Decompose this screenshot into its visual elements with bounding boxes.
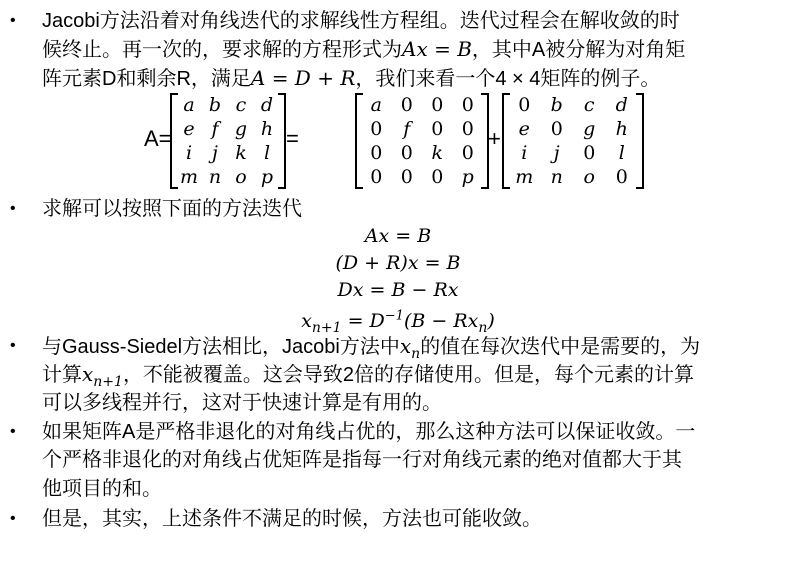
matrix-entry: m	[515, 166, 534, 188]
matrix-entry: c	[235, 94, 247, 116]
matrix-entry: 0	[431, 118, 444, 140]
matrix-entry: 0	[400, 142, 413, 164]
text: ，我们来看一个4 × 4矩阵的例子。	[355, 68, 661, 90]
matrix-entry: k	[235, 142, 247, 164]
matrix-entry: d	[615, 94, 628, 116]
p1-line1: Jacobi方法沿着对角线迭代的求解线性方程组。迭代过程会在解收敛的时	[42, 10, 680, 32]
p4-line2: 个严格非退化的对角线占优矩阵是指每一行对角线元素的绝对值都大于其	[42, 449, 682, 471]
matrix-entry: b	[208, 94, 222, 116]
subscript: n+1	[311, 320, 342, 337]
math: (B − Rx	[403, 310, 479, 333]
math: x	[82, 362, 94, 386]
matrix-r	[502, 93, 644, 189]
matrix-entry: i	[521, 142, 528, 164]
matrix-entry: a	[370, 94, 382, 116]
math: (D + R)x = B	[335, 252, 461, 274]
equation-2	[0, 250, 796, 276]
p4-line3: 他项目的和。	[42, 478, 162, 500]
matrix-entry: g	[583, 118, 596, 140]
math: A = D + R	[250, 66, 356, 90]
matrix-entry: l	[618, 142, 625, 164]
p3-line3: 可以多线程并行，这对于快速计算是有用的。	[42, 392, 442, 414]
matrix-entry: 0	[431, 94, 444, 116]
subscript: n	[411, 346, 421, 362]
matrix-entry: f	[211, 118, 219, 140]
matrix-entry: p	[260, 166, 274, 188]
matrix-entry: l	[263, 142, 271, 164]
matrix-entry: k	[431, 142, 443, 164]
matrix-entry: 0	[583, 142, 596, 164]
matrix-entry: 0	[518, 94, 531, 116]
matrix-entry: 0	[615, 166, 628, 188]
matrix-entry: 0	[400, 166, 413, 188]
matrix-entry: m	[179, 166, 199, 188]
p4-line1: 如果矩阵A是严格非退化的对角线占优的，那么这种方法可以保证收敛。一	[42, 421, 696, 443]
matrix-entry: 0	[461, 94, 474, 116]
subscript: n+1	[93, 374, 123, 390]
p1-line3	[42, 65, 660, 92]
text: ，不能被覆盖。这会导致2倍的存储使用。但是，每个元素的计算	[122, 364, 695, 386]
bullet: •	[10, 423, 16, 440]
superscript: −1	[384, 309, 404, 324]
text: 阵元素D和剩余R，满足	[42, 68, 251, 90]
matrix-entry: n	[208, 166, 222, 188]
matrix-entry: 0	[431, 166, 444, 188]
matrix-entry: h	[260, 118, 274, 140]
bullet: •	[10, 200, 16, 217]
matrix-entry: 0	[461, 118, 474, 140]
math: Dx = B − Rx	[337, 279, 459, 301]
matrix-entry: 0	[400, 94, 413, 116]
math: Ax = B	[402, 37, 472, 61]
text: 候终止。再一次的，要求解的方程形式为	[42, 39, 402, 61]
matrix-entry: d	[260, 94, 274, 116]
matrix-entry: p	[461, 166, 474, 188]
matrix-entry: o	[235, 166, 247, 188]
matrix-entry: 0	[370, 166, 383, 188]
matrix-entry: o	[583, 166, 595, 188]
bullet: •	[10, 12, 16, 29]
matrix-entry: 0	[370, 142, 383, 164]
equation-3	[0, 277, 796, 303]
matrix-entry: a	[183, 94, 195, 116]
plus-sign: +	[488, 126, 501, 151]
subscript: n	[478, 320, 488, 337]
equation-1	[0, 223, 796, 249]
matrix-lhs: A=	[144, 126, 172, 151]
text: 与Gauss-Siedel方法相比，Jacobi方法中	[42, 336, 400, 358]
matrix-entry: j	[212, 142, 218, 164]
bullet: •	[10, 337, 16, 354]
matrix-entry: e	[183, 118, 195, 140]
text: ，其中A被分解为对角矩	[471, 39, 686, 61]
equals-sign: =	[286, 126, 299, 151]
p2-line1: 求解可以按照下面的方法迭代	[42, 198, 302, 220]
matrix-entry: g	[234, 118, 248, 140]
math: x	[301, 310, 312, 333]
math: x	[399, 334, 412, 358]
matrix-entry: i	[185, 142, 193, 164]
matrix-entry: c	[583, 94, 595, 116]
p1-line2	[42, 36, 685, 63]
p5-line1: 但是，其实，上述条件不满足的时候，方法也可能收敛。	[42, 508, 542, 530]
matrix-entry: 0	[461, 142, 474, 164]
matrix-d	[355, 93, 489, 189]
text: 计算	[42, 364, 82, 386]
math: Ax = B	[364, 225, 432, 247]
math: )	[487, 310, 495, 333]
matrix-entry: f	[403, 118, 411, 140]
matrix-entry: e	[518, 118, 530, 140]
matrix-a	[170, 93, 286, 189]
matrix-entry: j	[553, 142, 560, 164]
matrix-entry: h	[615, 118, 628, 140]
math: = D	[341, 310, 385, 333]
matrix-entry: 0	[550, 118, 563, 140]
matrix-entry: n	[550, 166, 563, 188]
bullet: •	[10, 510, 16, 527]
matrix-entry: b	[550, 94, 563, 116]
matrix-entry: 0	[370, 118, 383, 140]
text: 的值在每次迭代中是需要的，为	[420, 336, 701, 358]
